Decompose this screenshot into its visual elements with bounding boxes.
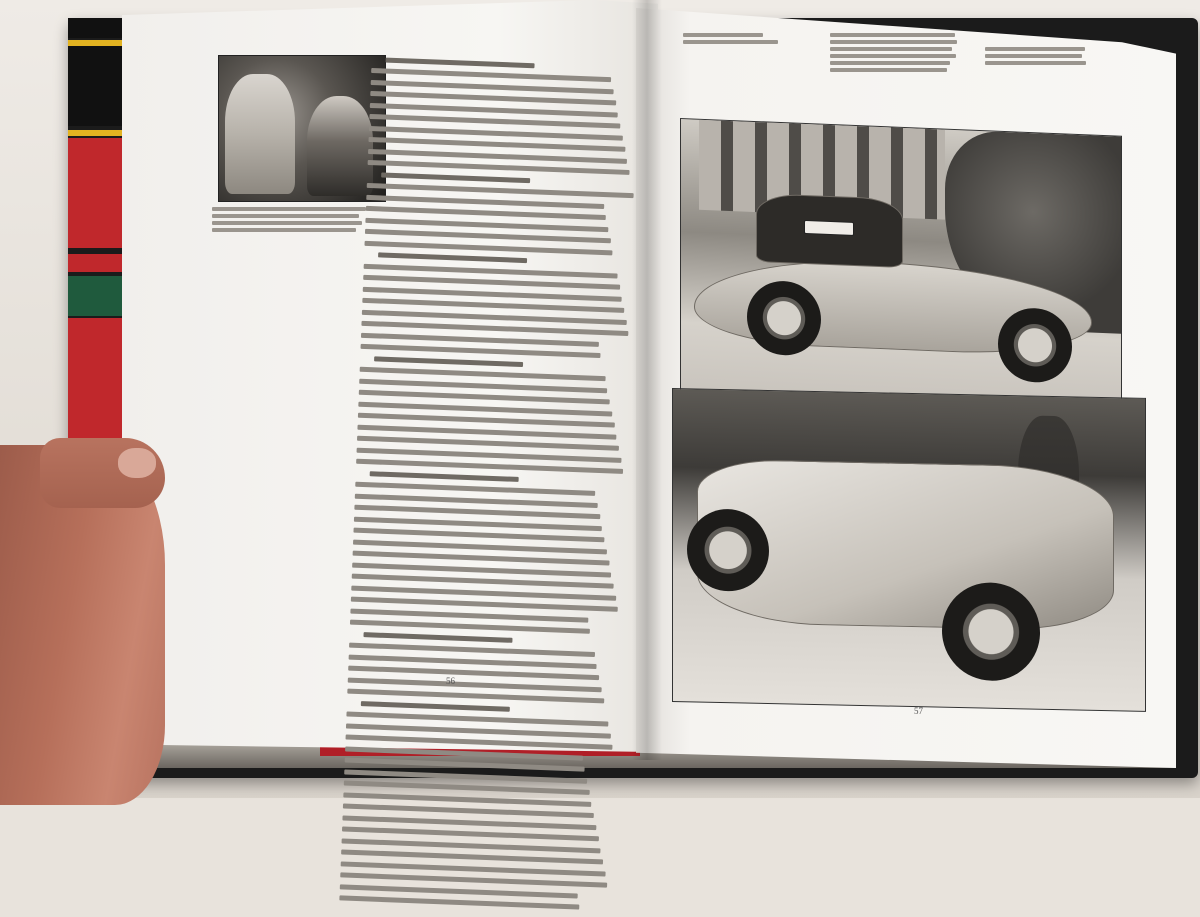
text-line — [370, 471, 519, 482]
caption-line — [212, 228, 356, 232]
caption-line — [212, 207, 366, 211]
text-line — [386, 57, 535, 68]
text-line — [371, 68, 611, 82]
abarth-badge-icon — [804, 220, 854, 236]
caption-line — [985, 47, 1085, 51]
text-line — [366, 206, 606, 220]
text-line — [345, 757, 585, 771]
portrait-photo — [218, 55, 386, 202]
thumbnail — [118, 448, 156, 478]
text-line — [378, 252, 527, 263]
text-line — [339, 895, 579, 909]
page-number-left: 56 — [446, 676, 455, 686]
text-line — [343, 803, 594, 818]
photo-caption — [212, 204, 372, 235]
text-line — [355, 482, 595, 496]
person-figure — [225, 74, 295, 194]
wheel — [942, 582, 1040, 682]
intro-line — [830, 61, 950, 65]
caption-line — [985, 54, 1082, 58]
text-line — [344, 780, 590, 794]
right-page-heading — [683, 30, 783, 47]
right-page-intro — [830, 30, 960, 75]
caption-line — [985, 61, 1086, 65]
intro-line — [830, 33, 955, 37]
text-line — [370, 91, 616, 105]
text-line — [354, 505, 600, 519]
caption-line — [212, 214, 359, 218]
caption-line — [212, 221, 362, 225]
intro-line — [830, 47, 952, 51]
person-figure — [307, 96, 373, 196]
text-line — [361, 344, 601, 358]
heading-line — [683, 33, 763, 37]
heading-line — [683, 40, 778, 44]
text-line — [381, 172, 530, 183]
text-line — [374, 356, 523, 367]
text-line — [363, 632, 512, 643]
text-line — [350, 620, 590, 634]
car-photo-bottom — [672, 388, 1146, 712]
page-number-right: 57 — [914, 706, 923, 716]
intro-line — [830, 54, 956, 58]
body-text-column — [339, 50, 642, 917]
text-line — [360, 367, 606, 381]
text-line — [349, 643, 595, 657]
text-line — [365, 229, 611, 243]
text-line — [361, 701, 510, 712]
intro-line — [830, 40, 957, 44]
text-line — [353, 528, 604, 543]
intro-line — [830, 68, 947, 72]
car-photo-top — [680, 118, 1122, 420]
right-page-caption — [985, 44, 1090, 68]
